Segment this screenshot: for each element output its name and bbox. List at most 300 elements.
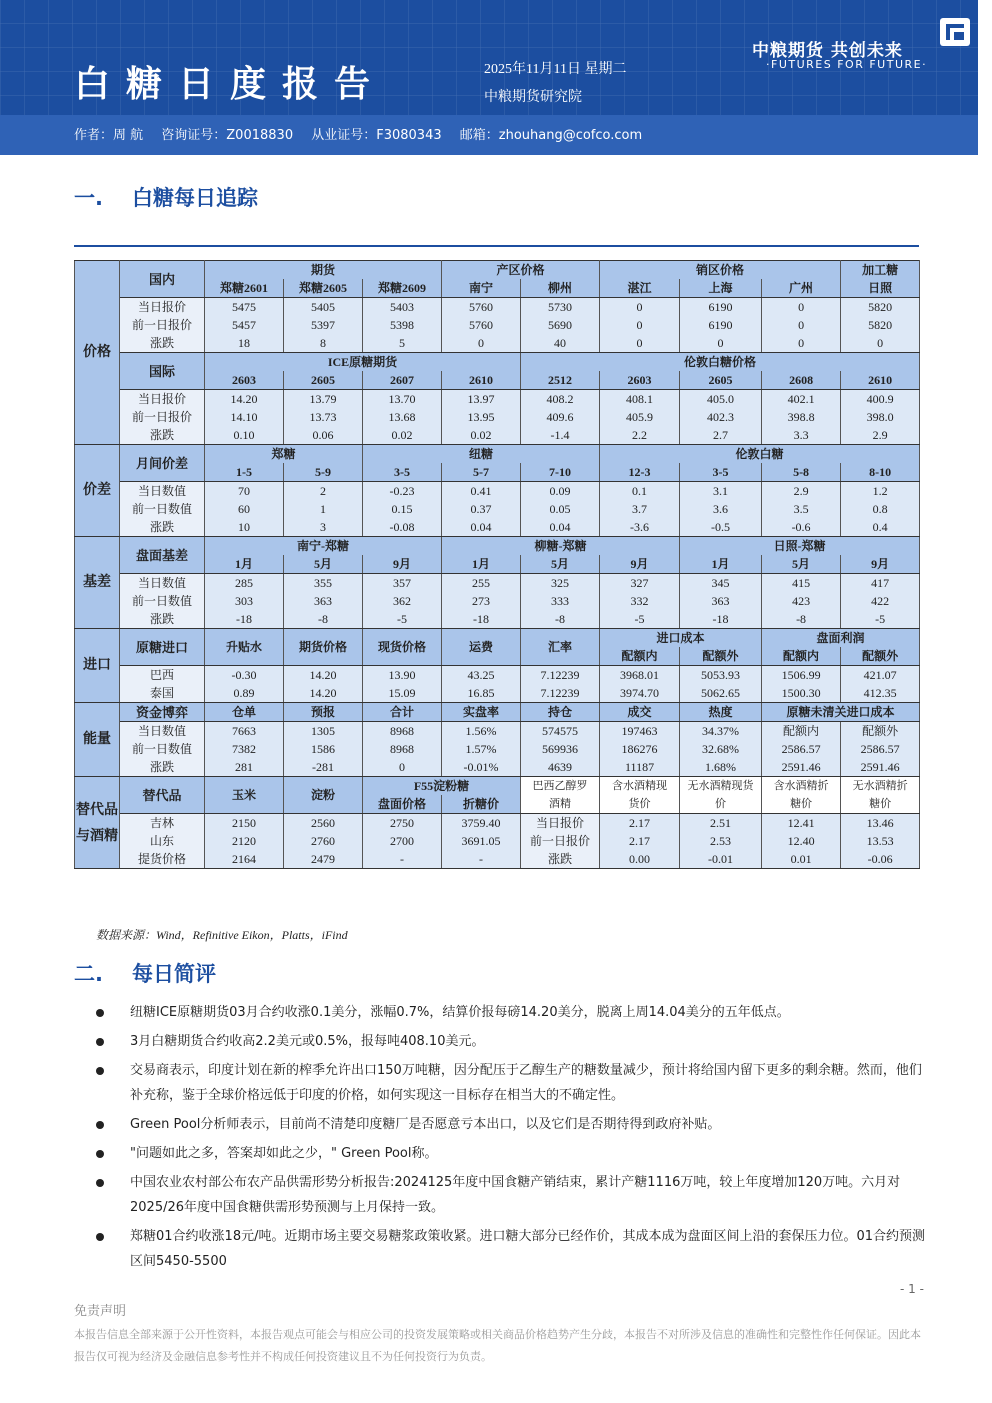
- table-row: [75, 758, 920, 777]
- table-row: [75, 722, 920, 741]
- table-cell: 332: [600, 592, 680, 610]
- table-cell: 7.12239: [521, 666, 600, 685]
- table-cell: 5820: [841, 298, 920, 317]
- table-cell: 16.85: [442, 684, 521, 703]
- col-header: 2603: [600, 371, 680, 390]
- col-header: 5月: [284, 555, 363, 574]
- table-cell: 11187: [600, 758, 680, 777]
- table-row: [75, 832, 920, 850]
- list-item: [96, 1058, 934, 1108]
- ice-group-header: ICE原糖期货: [205, 353, 521, 372]
- category-import: 进口: [75, 629, 120, 703]
- table-cell: 3.3: [762, 426, 841, 445]
- table-cell: 2750: [363, 814, 442, 833]
- section1-title: 白糖每日追踪: [132, 186, 258, 210]
- table-cell: 60: [205, 500, 284, 518]
- table-cell: 2591.46: [762, 758, 841, 777]
- table-cell: 14.20: [284, 684, 363, 703]
- table-cell: 2.9: [762, 482, 841, 501]
- table-cell: 13.79: [284, 390, 363, 409]
- disclaimer-title: 免责声明: [74, 1304, 127, 1319]
- table-cell: 325: [521, 574, 600, 593]
- table-cell: 408.1: [600, 390, 680, 409]
- table-row: [75, 298, 920, 317]
- list-item: [96, 1000, 934, 1025]
- section2-number: 二.: [74, 962, 103, 986]
- col-header: 淀粉: [284, 777, 363, 814]
- col-header: 1月: [205, 555, 284, 574]
- list-item: [96, 1224, 934, 1274]
- table-cell: 408.2: [521, 390, 600, 409]
- table-cell: 3968.01: [600, 666, 680, 685]
- table-cell: 1500.30: [762, 684, 841, 703]
- table-cell: 15.09: [363, 684, 442, 703]
- col-header: 柳州: [521, 279, 600, 298]
- page-number: - 1 -: [900, 1282, 924, 1296]
- row-label: 吉林: [120, 814, 205, 833]
- col-header: 1月: [442, 555, 521, 574]
- table-cell: -0.5: [680, 518, 762, 537]
- table-cell: 0.37: [442, 500, 521, 518]
- table-cell: 2586.57: [841, 740, 920, 758]
- basis-group3-header: 日照-郑糖: [680, 537, 920, 556]
- table-cell: 355: [284, 574, 363, 593]
- table-row: [75, 592, 920, 610]
- table-cell: 配额外: [841, 722, 920, 741]
- row-label: 当日报价: [120, 390, 205, 409]
- row-label: 当日报价: [521, 814, 600, 833]
- table-cell: -5: [600, 610, 680, 629]
- col-header: 实盘率: [442, 703, 521, 722]
- table-cell: 13.95: [442, 408, 521, 426]
- col-header: 配额外: [680, 647, 762, 666]
- row-label: 涨跌: [120, 426, 205, 445]
- col-header: 3-5: [363, 463, 442, 482]
- row-label: 山东: [120, 832, 205, 850]
- bullet-text: 中国农业农村部公布农产品供需形势分析报告:2024125年度中国食糖产销结束，累计产糖1116万吨，较上年度增加120万吨。六月对2025/26年度中国食糖供需形势预测与上月保持一致。: [130, 1175, 901, 1215]
- table-cell: 70: [205, 482, 284, 501]
- table-cell: 10: [205, 518, 284, 537]
- table-cell: 6190: [680, 298, 762, 317]
- table-cell: -: [363, 850, 442, 869]
- table-cell: 13.68: [363, 408, 442, 426]
- col-header: 热度: [680, 703, 762, 722]
- table-cell: 40: [521, 334, 600, 353]
- list-item: [96, 1029, 934, 1054]
- col-header: 2608: [762, 371, 841, 390]
- author-email[interactable]: 邮箱：zhouhang@cofco.com: [459, 128, 643, 143]
- table-cell: 303: [205, 592, 284, 610]
- table-cell: -8: [762, 610, 841, 629]
- col-header: 升贴水: [205, 629, 284, 666]
- table-cell: 13.97: [442, 390, 521, 409]
- table-cell: 0: [600, 334, 680, 353]
- table-cell: 1506.99: [762, 666, 841, 685]
- col-header: 9月: [600, 555, 680, 574]
- ny-group-header: 纽糖: [363, 445, 600, 464]
- disclaimer-text: 本报告信息全部来源于公开性资料，本报告观点可能会与相应公司的投资发展策略或相关商品价格趋势产生分歧，本报告不对所涉及信息的准确性和完整性作任何保证。因此本报告仅可视为经济及金融信息参考性并不构成任何投资建议且不为任何投资行为负责。: [74, 1328, 921, 1363]
- author-line: [74, 124, 656, 143]
- intl-header: 国际: [120, 353, 205, 390]
- list-item: [96, 1170, 934, 1220]
- row-label: 前一日数值: [120, 500, 205, 518]
- col-header: 1月: [680, 555, 762, 574]
- bullet-icon: [96, 1067, 104, 1075]
- import-cost-header: 进口成本: [600, 629, 762, 648]
- table-cell: 12.41: [762, 814, 841, 833]
- table-cell: 0.01: [762, 850, 841, 869]
- london-group-header: 伦敦白糖价格: [521, 353, 920, 372]
- table-cell: 2700: [363, 832, 442, 850]
- table-cell: 5062.65: [680, 684, 762, 703]
- table-cell: 0.10: [205, 426, 284, 445]
- section1-divider: [74, 245, 919, 247]
- col-header: 12-3: [600, 463, 680, 482]
- table-cell: 5: [363, 334, 442, 353]
- table-cell: 5820: [841, 316, 920, 334]
- practice-number: 从业证号：F3080343: [311, 128, 442, 143]
- col-header: 1-5: [205, 463, 284, 482]
- table-cell: 422: [841, 592, 920, 610]
- table-cell: 0.06: [284, 426, 363, 445]
- col-header: 持仓: [521, 703, 600, 722]
- table-row: [75, 574, 920, 593]
- table-cell: 2.17: [600, 832, 680, 850]
- zz-group-header: 郑糖: [205, 445, 363, 464]
- table-cell: 3.7: [600, 500, 680, 518]
- table-row: [75, 390, 920, 409]
- table-cell: 2.2: [600, 426, 680, 445]
- table-cell: 2.17: [600, 814, 680, 833]
- bullet-text: 纽糖ICE原糖期货03月合约收涨0.1美分，涨幅0.7%，结算价报每磅14.20美分，脱离上周14.04美分的五年低点。: [130, 1005, 790, 1020]
- report-date: 2025年11月11日 星期二: [484, 62, 627, 77]
- table-cell: 32.68%: [680, 740, 762, 758]
- col-header: 含水酒精现: [600, 777, 680, 796]
- row-label: 前一日数值: [120, 740, 205, 758]
- basis-header: 盘面基差: [120, 537, 205, 574]
- table-row: [75, 408, 920, 426]
- table-cell: 1.56%: [442, 722, 521, 741]
- table-cell: 398.0: [841, 408, 920, 426]
- col-header: 3-5: [680, 463, 762, 482]
- table-cell: 186276: [600, 740, 680, 758]
- table-cell: 3.5: [762, 500, 841, 518]
- table-cell: 8968: [363, 722, 442, 741]
- producing-group-header: 产区价格: [442, 261, 600, 280]
- col-header: 2605: [284, 371, 363, 390]
- col-header: 运费: [442, 629, 521, 666]
- list-item: [96, 1141, 934, 1166]
- table-cell: 5405: [284, 298, 363, 317]
- table-cell: -0.08: [363, 518, 442, 537]
- table-cell: -0.01%: [442, 758, 521, 777]
- table-cell: 6190: [680, 316, 762, 334]
- import-header: 原糖进口: [120, 629, 205, 666]
- table-cell: 0.1: [600, 482, 680, 501]
- table-cell: -: [442, 850, 521, 869]
- col-header: 含水酒精折: [762, 777, 841, 796]
- bullet-icon: [96, 1179, 104, 1187]
- report-header: [0, 0, 978, 155]
- table-row: [75, 850, 920, 869]
- table-cell: 0.09: [521, 482, 600, 501]
- table-cell: 0.05: [521, 500, 600, 518]
- table-cell: 3759.40: [442, 814, 521, 833]
- table-row: [75, 334, 920, 353]
- table-cell: 2150: [205, 814, 284, 833]
- table-cell: 0: [762, 298, 841, 317]
- table-cell: -281: [284, 758, 363, 777]
- bullet-icon: [96, 1150, 104, 1158]
- table-cell: 255: [442, 574, 521, 593]
- col-header: 南宁: [442, 279, 521, 298]
- brand-slogan: ·FUTURES FOR FUTURE·: [766, 58, 928, 71]
- table-cell: 0.89: [205, 684, 284, 703]
- table-cell: 0: [762, 334, 841, 353]
- table-cell: 0.04: [521, 518, 600, 537]
- energy-header: 资金博弈: [120, 703, 205, 722]
- table-cell: 0.00: [600, 850, 680, 869]
- table-cell: 14.20: [205, 390, 284, 409]
- import-profit-header: 盘面利润: [762, 629, 920, 648]
- table-cell: 363: [680, 592, 762, 610]
- table-cell: -1.4: [521, 426, 600, 445]
- col-header: 价: [680, 795, 762, 814]
- table-cell: 7382: [205, 740, 284, 758]
- table-cell: 12.40: [762, 832, 841, 850]
- table-cell: 0.8: [841, 500, 920, 518]
- category-spread: 价差: [75, 445, 120, 537]
- table-cell: 5760: [442, 316, 521, 334]
- table-row: [75, 518, 920, 537]
- table-cell: -0.01: [680, 850, 762, 869]
- table-cell: 423: [762, 592, 841, 610]
- table-cell: 7.12239: [521, 684, 600, 703]
- table-cell: 3: [284, 518, 363, 537]
- col-header: 5-7: [442, 463, 521, 482]
- table-cell: 281: [205, 758, 284, 777]
- table-cell: -8: [521, 610, 600, 629]
- col-header: 上海: [680, 279, 762, 298]
- row-label: 当日报价: [120, 298, 205, 317]
- author-name: 作者：周 航: [74, 128, 144, 143]
- category-basis: 基差: [75, 537, 120, 629]
- table-cell: 2591.46: [841, 758, 920, 777]
- table-cell: 1.2: [841, 482, 920, 501]
- table-cell: 13.90: [363, 666, 442, 685]
- col-header: 折糖价: [442, 795, 521, 814]
- table-cell: 415: [762, 574, 841, 593]
- table-cell: 4639: [521, 758, 600, 777]
- table-cell: 0: [680, 334, 762, 353]
- selling-group-header: 销区价格: [600, 261, 841, 280]
- table-row: [75, 740, 920, 758]
- consult-number: 咨询证号：Z0018830: [161, 128, 294, 143]
- col-header: 2605: [680, 371, 762, 390]
- col-header: 5月: [521, 555, 600, 574]
- table-row: [75, 500, 920, 518]
- col-header: 郑糖2605: [284, 279, 363, 298]
- col-header: 配额内: [762, 647, 841, 666]
- col-header: 仓单: [205, 703, 284, 722]
- col-header: 9月: [363, 555, 442, 574]
- table-cell: 3691.05: [442, 832, 521, 850]
- table-cell: 574575: [521, 722, 600, 741]
- col-header: 2512: [521, 371, 600, 390]
- table-cell: 0: [600, 298, 680, 317]
- row-label: 前一日数值: [120, 592, 205, 610]
- sub-header: 替代品: [120, 777, 205, 814]
- table-cell: 3.6: [680, 500, 762, 518]
- table-cell: 1.68%: [680, 758, 762, 777]
- table-cell: -0.30: [205, 666, 284, 685]
- col-header: 合计: [363, 703, 442, 722]
- table-cell: 2: [284, 482, 363, 501]
- table-cell: 7663: [205, 722, 284, 741]
- table-cell: 18: [205, 334, 284, 353]
- bullet-text: 郑糖01合约收涨18元/吨。近期市场主要交易糖浆政策收紧。进口糖大部分已经作价，其成本成为盘面区间上沿的套保压力位。01合约预测区间5450-5500: [130, 1229, 926, 1269]
- table-cell: 43.25: [442, 666, 521, 685]
- table-cell: 569936: [521, 740, 600, 758]
- col-header: 原糖未清关进口成本: [762, 703, 920, 722]
- table-cell: 0.04: [442, 518, 521, 537]
- row-label: 当日数值: [120, 482, 205, 501]
- col-header: 日照: [841, 279, 920, 298]
- row-label: 巴西: [120, 666, 205, 685]
- table-cell: 2586.57: [762, 740, 841, 758]
- table-cell: -3.6: [600, 518, 680, 537]
- table-cell: 2.7: [680, 426, 762, 445]
- ld-group-header: 伦敦白糖: [600, 445, 920, 464]
- row-label: 涨跌: [120, 610, 205, 629]
- row-label: 涨跌: [521, 850, 600, 869]
- col-header: 糖价: [841, 795, 920, 814]
- table-cell: 333: [521, 592, 600, 610]
- bullet-icon: [96, 1121, 104, 1129]
- table-cell: 402.1: [762, 390, 841, 409]
- table-cell: 400.9: [841, 390, 920, 409]
- table-cell: 398.8: [762, 408, 841, 426]
- table-cell: 197463: [600, 722, 680, 741]
- data-source: 数据来源：Wind，Refinitive Eikon，Platts，iFind: [96, 928, 348, 942]
- table-cell: 2560: [284, 814, 363, 833]
- table-cell: 0.02: [363, 426, 442, 445]
- table-cell: 2.9: [841, 426, 920, 445]
- col-header: 现货价格: [363, 629, 442, 666]
- table-cell: 13.53: [841, 832, 920, 850]
- table-cell: 405.9: [600, 408, 680, 426]
- bullet-icon: [96, 1038, 104, 1046]
- cofco-logo-icon: [940, 18, 970, 46]
- col-header: 玉米: [205, 777, 284, 814]
- table-cell: 13.70: [363, 390, 442, 409]
- table-cell: 363: [284, 592, 363, 610]
- table-row: [75, 814, 920, 833]
- table-cell: 327: [600, 574, 680, 593]
- brazil-header: 巴西乙醇罗: [521, 777, 600, 796]
- table-row: [75, 482, 920, 501]
- table-cell: -18: [442, 610, 521, 629]
- table-cell: -5: [363, 610, 442, 629]
- table-cell: 5475: [205, 298, 284, 317]
- table-cell: 0.41: [442, 482, 521, 501]
- category-energy: 能量: [75, 703, 120, 777]
- table-cell: 5053.93: [680, 666, 762, 685]
- f55-group-header: F55淀粉糖: [363, 777, 521, 796]
- table-cell: 5457: [205, 316, 284, 334]
- col-header: 5-9: [284, 463, 363, 482]
- col-header: 郑糖2609: [363, 279, 442, 298]
- table-cell: 1.57%: [442, 740, 521, 758]
- page-title: 白糖日度报告: [74, 63, 387, 105]
- table-row: [75, 426, 920, 445]
- table-cell: 0: [442, 334, 521, 353]
- table-cell: -18: [680, 610, 762, 629]
- table-cell: 5398: [363, 316, 442, 334]
- category-substitutes: 替代品与酒精: [75, 777, 120, 869]
- col-header: 无水酒精折: [841, 777, 920, 796]
- table-cell: -0.06: [841, 850, 920, 869]
- col-header: 5月: [762, 555, 841, 574]
- bullet-icon: [96, 1233, 104, 1241]
- table-cell: 5760: [442, 298, 521, 317]
- col-header: 货价: [600, 795, 680, 814]
- institute-name: 中粮期货研究院: [484, 90, 582, 105]
- table-cell: 14.20: [284, 666, 363, 685]
- table-cell: 2.51: [680, 814, 762, 833]
- table-cell: 0: [841, 334, 920, 353]
- table-cell: 273: [442, 592, 521, 610]
- bullet-text: 交易商表示，印度计划在新的榨季允许出口150万吨糖，因分配压于乙醇生产的糖数量减少，预计将给国内留下更多的剩余糖。然而，他们补充称，鉴于全球价格远低于印度的价格，如何实现这一目标存在相当大的不确定性。: [130, 1063, 922, 1103]
- row-label: 当日数值: [120, 574, 205, 593]
- table-cell: 2.53: [680, 832, 762, 850]
- col-header: 成交: [600, 703, 680, 722]
- table-cell: 13.46: [841, 814, 920, 833]
- table-cell: 14.10: [205, 408, 284, 426]
- table-cell: 412.35: [841, 684, 920, 703]
- sugar-tracking-table: [74, 260, 920, 869]
- table-cell: -18: [205, 610, 284, 629]
- brand-name: 中粮期货 共创未来: [752, 41, 903, 61]
- section1-number: 一.: [74, 186, 103, 210]
- table-cell: 配额内: [762, 722, 841, 741]
- commentary-list: [96, 1000, 934, 1278]
- table-cell: 2479: [284, 850, 363, 869]
- table-cell: -0.23: [363, 482, 442, 501]
- col-header: 配额内: [600, 647, 680, 666]
- table-cell: 3974.70: [600, 684, 680, 703]
- table-cell: 2120: [205, 832, 284, 850]
- table-cell: 0.15: [363, 500, 442, 518]
- category-price: 价格: [75, 261, 120, 445]
- table-cell: 13.73: [284, 408, 363, 426]
- table-row: [75, 684, 920, 703]
- table-cell: 0.02: [442, 426, 521, 445]
- table-cell: 0: [600, 316, 680, 334]
- table-cell: 5397: [284, 316, 363, 334]
- table-cell: 345: [680, 574, 762, 593]
- row-label: 前一日报价: [120, 408, 205, 426]
- row-label: 当日数值: [120, 722, 205, 741]
- table-row: [75, 610, 920, 629]
- col-header: 7-10: [521, 463, 600, 482]
- col-header: 湛江: [600, 279, 680, 298]
- processing-group-header: 加工糖: [841, 261, 920, 280]
- bullet-text: 3月白糖期货合约收高2.2美元或0.5%，报每吨408.10美元。: [130, 1034, 485, 1049]
- table-row: [75, 666, 920, 685]
- col-header: 无水酒精现货: [680, 777, 762, 796]
- row-label: 泰国: [120, 684, 205, 703]
